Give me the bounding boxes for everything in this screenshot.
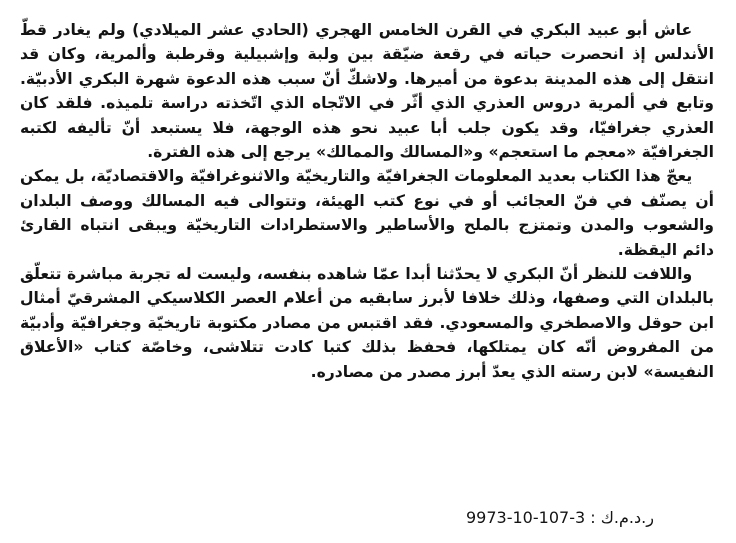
body-text [20, 18, 714, 384]
paragraph-2: يعجّ هذا الكتاب بعديد المعلومات الجغرافيّة والتاريخيّة والاثنوغرافيّة والاقتصاديّة، بل يمكن أن يصنّف في فنّ العجائب أو في نوع كتب الهيئة، وتتوالى فيه المسالك ووصف البلدان والشعوب والمدن وتمتزج بالملح والأساطير والاستطرادات التاريخيّة ويبقى انتباه القارئ دائم اليقظة. [20, 167, 714, 259]
paragraph-1: عاش أبو عبيد البكري في القرن الخامس الهجري (الحادي عشر الميلادي) ولم يغادر قطّ الأندلس إذ انحصرت حياته في رقعة ضيّقة بين ولبة وإشبيلية وقرطبة وألمرية، وكان قد انتقل إلى هذه المدينة بدعوة من أميرها. ولاشكّ أنّ سبب هذه الدعوة شهرة البكري الأدبيّة. وتابع في ألمرية دروس العذري الذي أثّر في الاتّجاه الذي اتّخذته دراسة تلميذه. فلقد كان العذري جغرافيّا، وقد يكون جلب أبا عبيد نحو هذه الوجهة، فلا يستبعد أنّ تأليفه لكتبه الجغرافيّة «معجم ما استعجم» و«المسالك والممالك» يرجع إلى هذه الفترة. [20, 21, 714, 162]
isbn-line: ر.د.م.ك : 3-107-10-9973 [466, 508, 654, 527]
paragraph-3: واللافت للنظر أنّ البكري لا يحدّثنا أبدا عمّا شاهده بنفسه، وليست له تجربة مباشرة تتعلّق بالبلدان التي وصفها، وذلك خلافا لأبرز سابقيه من أعلام العصر الكلاسيكي المشرقيّ أمثال ابن حوقل والاصطخري والمسعودي. فقد اقتبس من مصادر مكتوبة تاريخيّة وجغرافيّة وأدبيّة من المفروض أنّه كان يمتلكها، فحفظ بذلك كتبا كادت تتلاشى، وخاصّة كتاب «الأعلاق النفيسة» لابن رسته الذي يعدّ أبرز مصدر من مصادره. [20, 265, 714, 381]
